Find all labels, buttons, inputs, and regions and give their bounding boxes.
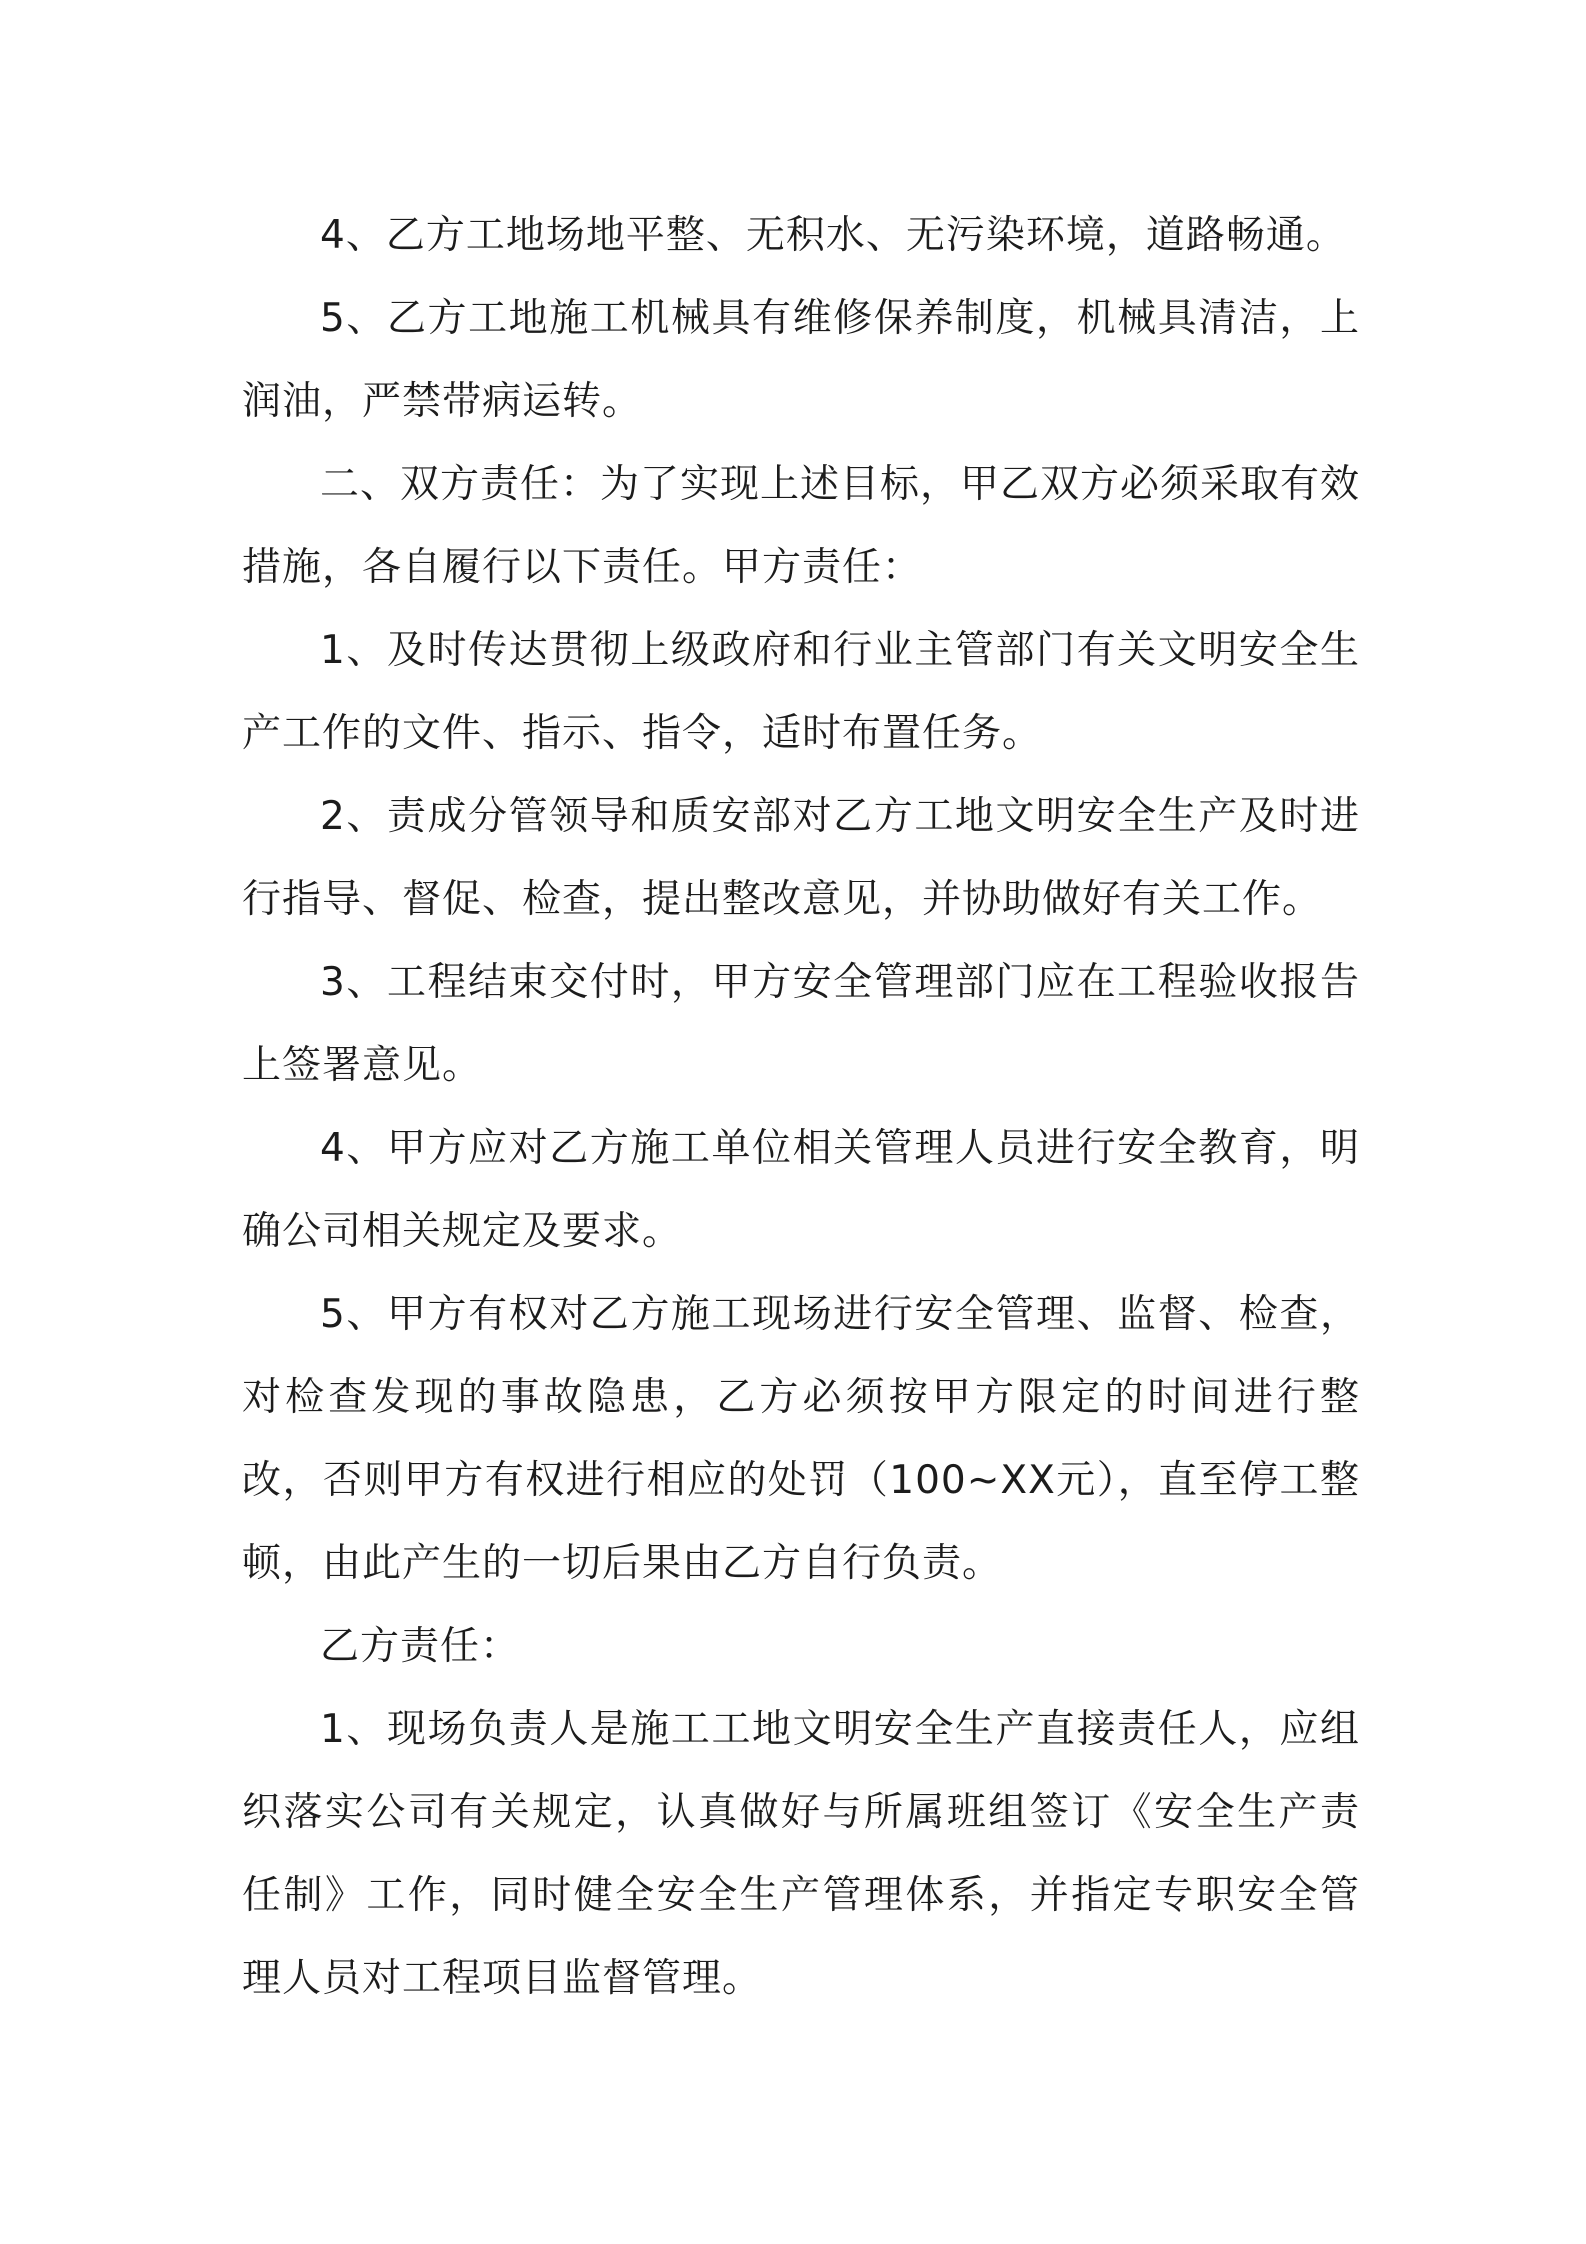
paragraph-party-a-item-2: 2、责成分管领导和质安部对乙方工地文明安全生产及时进行指导、督促、检查，提出整改意见，并协助做好有关工作。 bbox=[242, 794, 1360, 922]
paragraph-machinery-maintenance: 5、乙方工地施工机械具有维修保养制度，机械具清洁，上润油，严禁带病运转。 bbox=[242, 296, 1360, 424]
paragraph-party-a-item-1: 1、及时传达贯彻上级政府和行业主管部门有关文明安全生产工作的文件、指示、指令，适时布置任务。 bbox=[242, 628, 1360, 756]
paragraph-party-a-item-5: 5、甲方有权对乙方施工现场进行安全管理、监督、检查，对检查发现的事故隐患，乙方必须按甲方限定的时间进行整改，否则甲方有权进行相应的处罚（100~XX元），直至停工整顿，由此产生的一切后果由乙方自行负责。 bbox=[242, 1292, 1360, 1586]
paragraph-party-a-item-4: 4、甲方应对乙方施工单位相关管理人员进行安全教育，明确公司相关规定及要求。 bbox=[242, 1126, 1360, 1254]
paragraph-party-a-item-3: 3、工程结束交付时，甲方安全管理部门应在工程验收报告上签署意见。 bbox=[242, 960, 1360, 1088]
paragraph-site-condition: 4、乙方工地场地平整、无积水、无污染环境，道路畅通。 bbox=[320, 213, 1346, 258]
paragraph-party-b-item-1: 1、现场负责人是施工工地文明安全生产直接责任人，应组织落实公司有关规定，认真做好与所属班组签订《安全生产责任制》工作，同时健全安全生产管理体系，并指定专职安全管理人员对工程项目监督管理。 bbox=[242, 1707, 1360, 2001]
paragraph-section-two-heading: 二、双方责任：为了实现上述目标，甲乙双方必须采取有效措施，各自履行以下责任。甲方责任： bbox=[242, 462, 1361, 590]
document-body bbox=[242, 194, 1360, 2020]
paragraph-party-b-heading: 乙方责任： bbox=[320, 1624, 521, 1669]
